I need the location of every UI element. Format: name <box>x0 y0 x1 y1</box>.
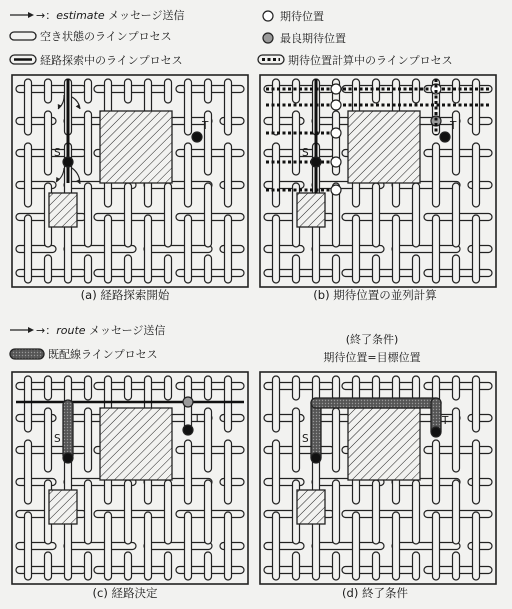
v-line-process <box>225 376 232 432</box>
v-line-process <box>125 183 132 247</box>
v-line-process <box>85 376 92 400</box>
v-line-process <box>45 111 52 175</box>
v-line-process <box>125 552 132 580</box>
obstacle-small <box>297 193 325 227</box>
v-line-process <box>413 183 420 247</box>
v-line-process <box>433 143 440 207</box>
v-line-process <box>273 440 280 504</box>
caption-d: (d) 終了条件 <box>342 586 408 600</box>
v-line-process <box>453 376 460 400</box>
v-line-process <box>45 79 52 103</box>
target-node <box>440 132 450 142</box>
routed-segment <box>63 400 73 460</box>
v-line-process <box>145 512 152 580</box>
condition-title-line1: (終了条件) <box>345 333 399 346</box>
obstacle-small <box>297 490 325 524</box>
panel-d <box>260 372 496 584</box>
v-line-process <box>45 552 52 580</box>
v-line-process <box>333 480 340 544</box>
target-label: T <box>450 120 457 132</box>
legend-dotted-line-label: 期待位置計算中のラインプロセス <box>288 54 453 67</box>
v-line-process <box>85 183 92 247</box>
v-line-process <box>433 215 440 283</box>
v-line-process <box>273 512 280 580</box>
v-line-process <box>25 376 32 432</box>
v-line-process <box>473 376 480 432</box>
v-line-process <box>125 255 132 283</box>
v-line-process <box>105 512 112 580</box>
v-line-process <box>85 552 92 580</box>
v-line-process <box>225 215 232 283</box>
expected-node <box>331 128 341 138</box>
v-line-process <box>273 215 280 283</box>
v-line-process <box>25 143 32 207</box>
v-line-process <box>25 215 32 283</box>
best-expected-node <box>183 397 193 407</box>
v-line-process <box>165 183 172 247</box>
estimate-arrow-3-head <box>56 177 60 182</box>
h-line-process <box>144 543 212 550</box>
v-line-process <box>273 79 280 135</box>
legend-dotted-line <box>258 53 453 67</box>
source-label: S <box>302 433 309 445</box>
legend-routed-line <box>10 348 158 361</box>
obstacle-large <box>100 408 172 480</box>
v-line-process <box>333 408 340 472</box>
caption-b: (b) 期待位置の並列計算 <box>313 288 437 302</box>
v-line-process <box>453 552 460 580</box>
v-line-process <box>205 183 212 247</box>
v-line-process <box>413 255 420 283</box>
v-line-process <box>413 79 420 103</box>
v-line-process <box>225 440 232 504</box>
v-line-process <box>185 215 192 283</box>
target-label: T <box>442 415 449 427</box>
source-node <box>311 157 321 167</box>
h-line-process <box>392 543 460 550</box>
v-line-process <box>293 111 300 175</box>
expected-node <box>331 100 341 110</box>
v-line-process <box>453 480 460 544</box>
v-line-process <box>473 215 480 283</box>
arrow-head-icon <box>28 327 34 333</box>
v-line-process <box>453 408 460 472</box>
target-label: T <box>202 120 209 132</box>
h-line-process <box>144 246 212 253</box>
v-line-process <box>165 480 172 544</box>
v-line-process <box>413 480 420 544</box>
source-label: S <box>54 147 61 159</box>
legend-bold-line-label: 経路探索中のラインプロセス <box>40 54 183 67</box>
gray-circle-icon <box>263 33 273 43</box>
v-line-process <box>473 440 480 504</box>
v-line-process <box>85 255 92 283</box>
v-line-process <box>225 512 232 580</box>
v-line-process <box>373 376 380 400</box>
v-line-process <box>165 255 172 283</box>
v-line-process <box>373 552 380 580</box>
arrow-head-icon <box>28 12 34 18</box>
legend-route <box>10 323 165 337</box>
panel-b <box>260 75 496 287</box>
v-line-process <box>85 111 92 175</box>
v-line-process <box>205 552 212 580</box>
v-line-process <box>293 376 300 400</box>
legend-routed-line-label: 既配線ラインプロセス <box>48 348 158 361</box>
legend-expected-label: 期待位置 <box>280 10 324 23</box>
legend-bold-line <box>10 53 183 67</box>
v-line-process <box>353 215 360 283</box>
v-line-process <box>473 143 480 207</box>
v-line-process <box>125 376 132 400</box>
legend-estimate <box>10 8 184 22</box>
empty-line-icon <box>10 32 36 40</box>
open-circle-icon <box>263 11 273 21</box>
v-line-process <box>373 255 380 283</box>
v-line-process <box>393 512 400 580</box>
v-line-process <box>393 215 400 283</box>
obstacle-small <box>49 193 77 227</box>
legend-estimate-label: →：estimate メッセージ送信 <box>36 9 185 22</box>
v-line-process <box>453 183 460 247</box>
v-line-process <box>185 143 192 207</box>
v-line-process <box>473 79 480 135</box>
panel-a <box>12 75 248 287</box>
v-line-process <box>225 79 232 135</box>
target-label: T <box>194 413 201 425</box>
routed-line-icon <box>10 349 44 359</box>
v-line-process <box>85 408 92 472</box>
legend-empty-line <box>10 29 172 43</box>
v-line-process <box>293 408 300 472</box>
v-line-process <box>373 79 380 103</box>
v-line-process <box>185 79 192 135</box>
v-line-process <box>225 143 232 207</box>
h-line-process <box>392 246 460 253</box>
v-line-process <box>453 79 460 103</box>
expected-node <box>331 157 341 167</box>
v-line-process <box>473 512 480 580</box>
v-line-process <box>205 480 212 544</box>
target-node <box>183 425 193 435</box>
v-line-process <box>333 255 340 283</box>
obstacle-small <box>49 490 77 524</box>
source-node <box>63 157 73 167</box>
v-line-process <box>165 79 172 103</box>
v-line-process <box>145 215 152 283</box>
source-label: S <box>54 433 61 445</box>
routed-segment-top <box>311 398 441 408</box>
v-line-process <box>165 376 172 400</box>
legend-best-expected-label: 最良期待位置 <box>280 32 346 45</box>
v-line-process <box>373 480 380 544</box>
v-line-process <box>293 255 300 283</box>
v-line-process <box>185 512 192 580</box>
v-line-process <box>413 552 420 580</box>
v-line-process <box>25 440 32 504</box>
v-line-process <box>205 79 212 103</box>
v-line-process <box>205 255 212 283</box>
estimate-arrow-2-head <box>76 104 80 109</box>
v-line-process <box>273 376 280 432</box>
v-line-process <box>293 79 300 103</box>
v-line-process <box>453 255 460 283</box>
v-line-process <box>373 183 380 247</box>
v-line-process <box>45 255 52 283</box>
obstacle-large <box>348 408 420 480</box>
v-line-process <box>165 552 172 580</box>
target-node <box>431 427 441 437</box>
obstacle-large <box>100 111 172 183</box>
source-label: S <box>302 147 309 159</box>
v-line-process <box>185 440 192 504</box>
v-line-process <box>85 480 92 544</box>
v-line-process <box>25 79 32 135</box>
v-line-process <box>333 376 340 400</box>
legend-route-label: →：route メッセージ送信 <box>36 324 166 337</box>
v-line-process <box>45 376 52 400</box>
v-line-process <box>273 143 280 207</box>
v-line-process <box>105 215 112 283</box>
target-node <box>192 132 202 142</box>
condition-title-line2: 期待位置=目標位置 <box>323 351 421 364</box>
caption-c: (c) 経路決定 <box>92 586 158 600</box>
v-line-process <box>333 552 340 580</box>
expected-node <box>331 84 341 94</box>
source-node <box>63 453 73 463</box>
dotted-line-icon <box>258 55 284 64</box>
expected-node <box>331 185 341 195</box>
legend-expected <box>263 9 324 23</box>
caption-a: (a) 経路探索開始 <box>80 288 170 302</box>
v-line-process <box>205 376 212 400</box>
v-line-process <box>125 79 132 103</box>
v-line-process <box>413 376 420 400</box>
v-line-process <box>125 480 132 544</box>
v-line-process <box>433 512 440 580</box>
legend-best-expected <box>263 31 346 45</box>
v-line-process <box>25 512 32 580</box>
panel-c <box>12 372 248 584</box>
v-line-process <box>205 408 212 472</box>
obstacle-large <box>348 111 420 183</box>
source-node <box>311 453 321 463</box>
v-line-process <box>353 512 360 580</box>
v-line-process <box>85 79 92 103</box>
v-line-process <box>293 552 300 580</box>
v-line-process <box>433 440 440 504</box>
legend-empty-line-label: 空き状態のラインプロセス <box>40 30 172 43</box>
v-line-process <box>45 408 52 472</box>
